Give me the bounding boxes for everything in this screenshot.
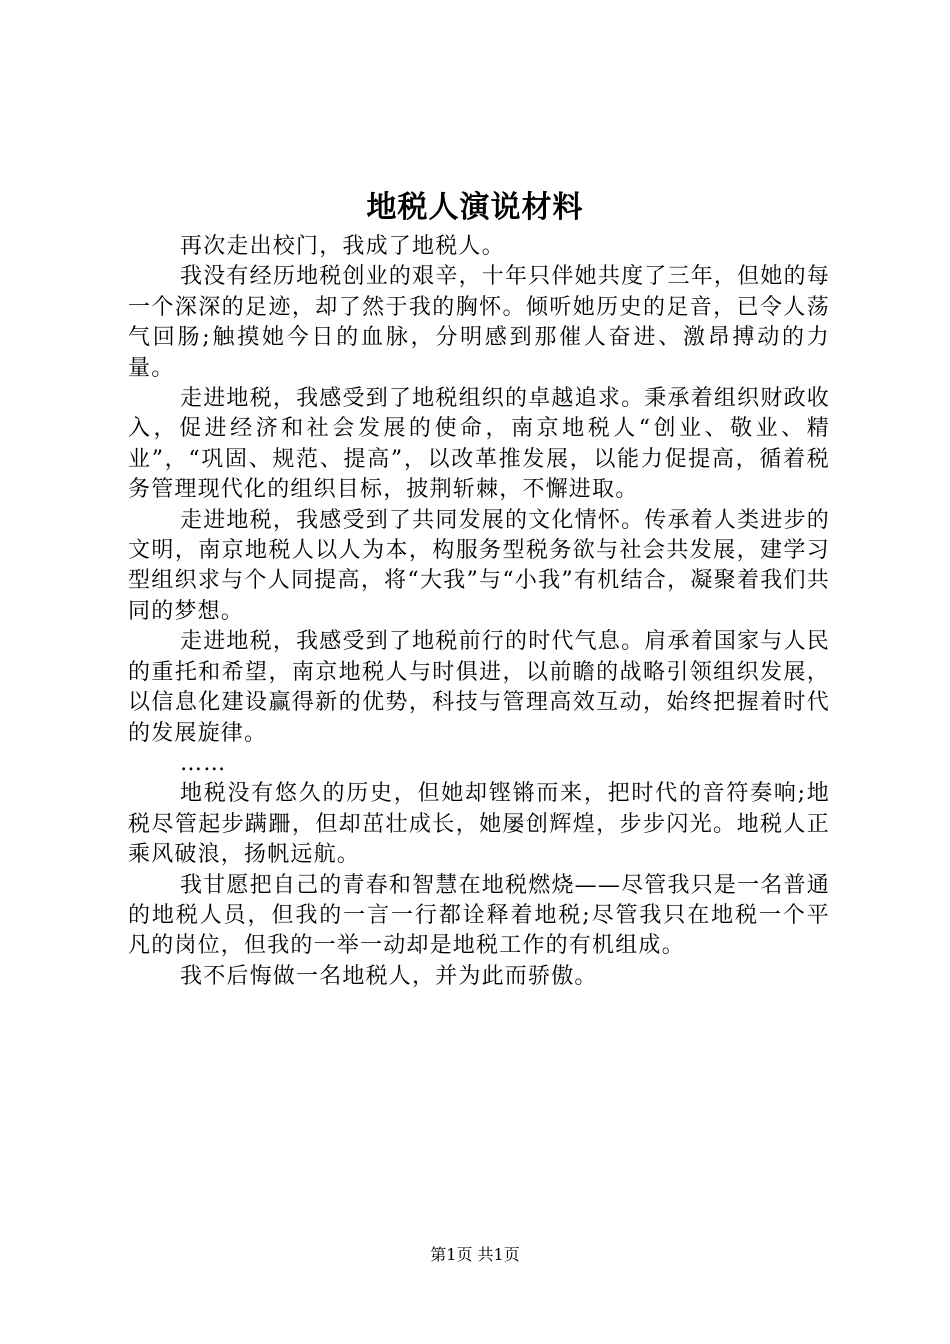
paragraph-5: 走进地税，我感受到了地税前行的时代气息。肩承着国家与人民的重托和希望，南京地税人与时俱进，以前瞻的战略引领组织发展，以信息化建设赢得新的优势，科技与管理高效互动，始终把握着时代的发展旋律。 [128, 629, 830, 746]
paragraph-7: 我甘愿把自己的青春和智慧在地税燃烧——尽管我只是一名普通的地税人员，但我的一言一行都诠释着地税;尽管我只在地税一个平凡的岗位，但我的一举一动却是地税工作的有机组成。 [128, 872, 830, 959]
page-footer: 第1页 共1页 [430, 1245, 520, 1264]
paragraph-6: 地税没有悠久的历史，但她却铿锵而来，把时代的音符奏响;地税尽管起步蹒跚，但却茁壮成长，她屡创辉煌，步步闪光。地税人正乘风破浪，扬帆远航。 [128, 781, 830, 868]
document-title: 地税人演说材料 [366, 190, 584, 225]
paragraph-3: 走进地税，我感受到了地税组织的卓越追求。秉承着组织财政收入，促进经济和社会发展的使命，南京地税人“创业、敬业、精业”，“巩固、规范、提高”，以改革推发展，以能力促提高，循着税务管理现代化的组织目标，披荆斩棘，不懈进取。 [128, 386, 830, 503]
paragraph-2: 我没有经历地税创业的艰辛，十年只伴她共度了三年，但她的每一个深深的足迹，却了然于我的胸怀。倾听她历史的足音，已令人荡气回肠;触摸她今日的血脉，分明感到那催人奋进、激昂搏动的力量。 [128, 264, 830, 381]
ellipsis-line: …… [180, 750, 227, 776]
paragraph-8: 我不后悔做一名地税人，并为此而骄傲。 [180, 963, 598, 989]
paragraph-1: 再次走出校门，我成了地税人。 [180, 234, 505, 259]
document-body [128, 232, 830, 992]
paragraph-4: 走进地税，我感受到了共同发展的文化情怀。传承着人类进步的文明，南京地税人以人为本，构服务型税务欲与社会共发展，建学习型组织求与个人同提高，将“大我”与“小我”有机结合，凝聚着我们共同的梦想。 [128, 507, 830, 624]
